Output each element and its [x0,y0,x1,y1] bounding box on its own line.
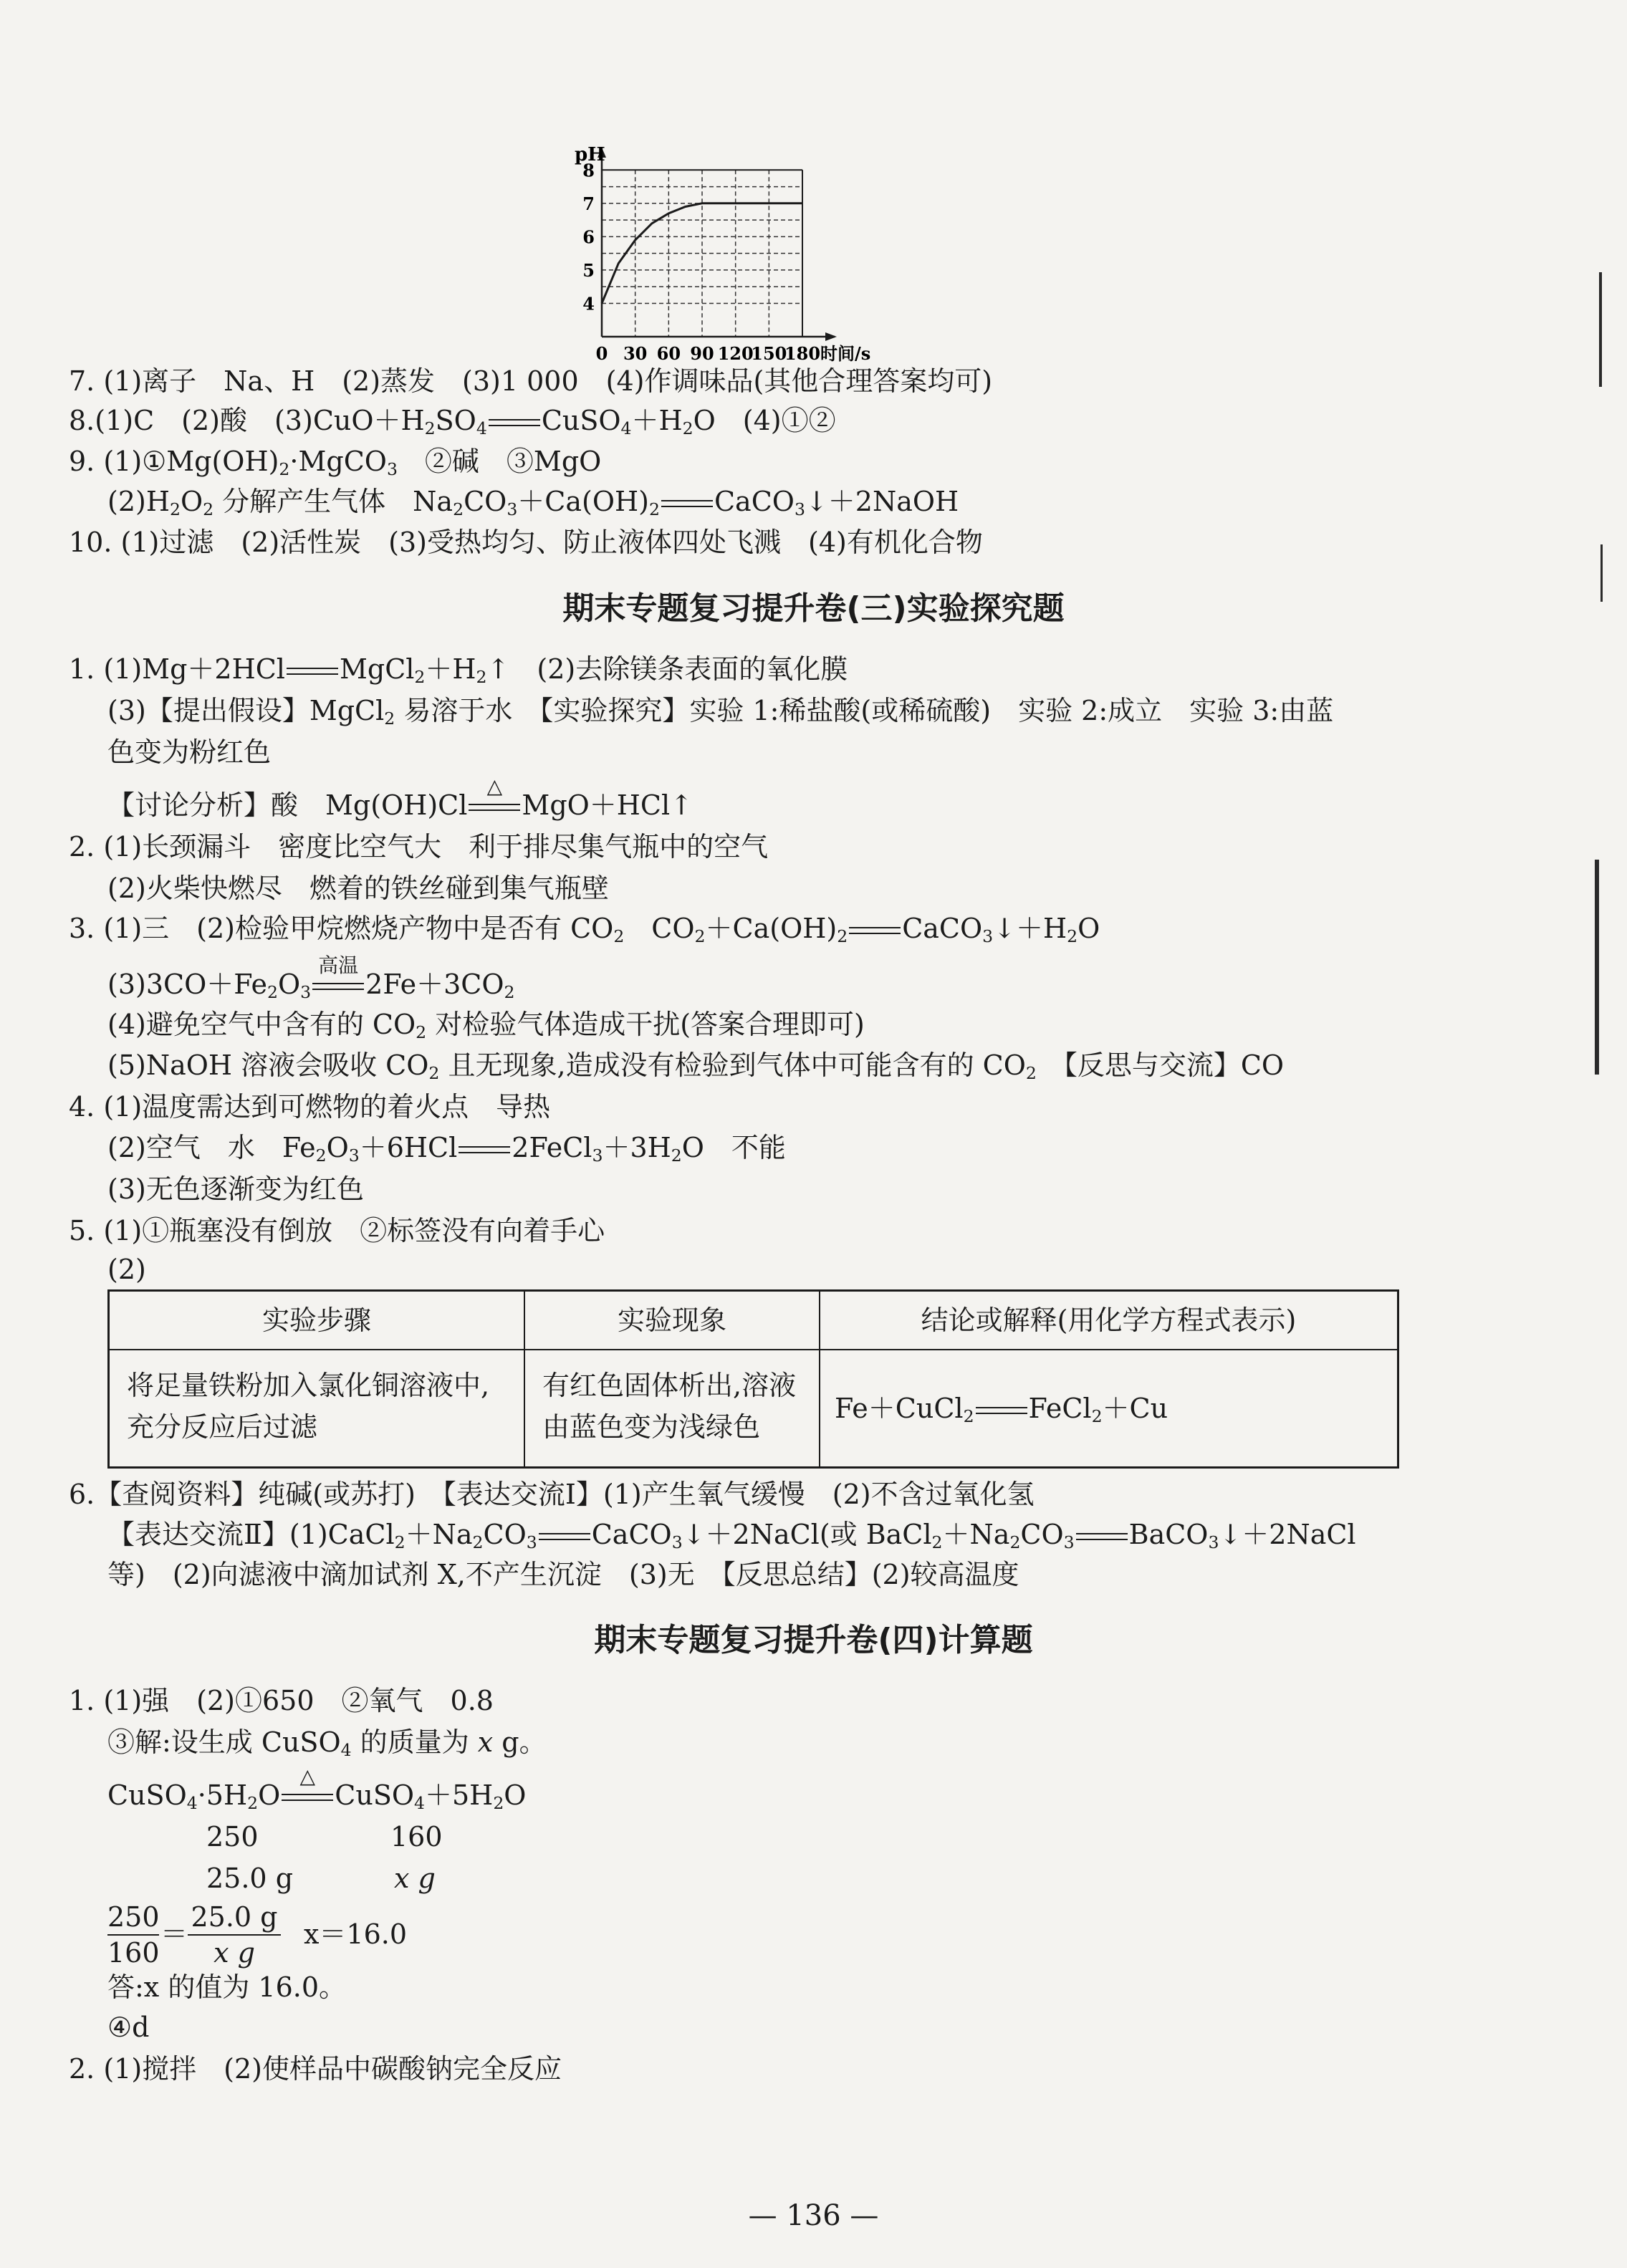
chart-y-axis-label: pH [575,144,605,165]
s3-answer-5-2: (2) [107,1254,146,1285]
chart-y-tick-label: 8 [582,160,595,181]
answer-10: 10. (1)过滤 (2)活性炭 (3)受热均匀、防止液体四处飞溅 (4)有机化合物 [69,527,983,558]
s3-answer-4-2: (2)空气 水 $Fe_2O_3+6HCl$ $2FeCl_3+3H_2O$ 不能 [107,1132,786,1166]
section-4-title: 期末专题复习提升卷(四)计算题 [594,1622,1033,1658]
scan-artifact [1599,272,1602,387]
s3-answer-2: 2. (1)长颈漏斗 密度比空气大 利于排尽集气瓶中的空气 [69,831,769,862]
table-header-phenomenon: 实验现象 [525,1292,820,1349]
answer-9-part-1: 9. $(1)①Mg(OH)_2\cdot MgCO_3$ ②碱 ③MgO [69,446,602,479]
s3-answer-4: 4. (1)温度需达到可燃物的着火点 导热 [69,1091,551,1123]
equals-sign [660,497,714,511]
s3-answer-1-discussion: 【讨论分析】酸 Mg(OH)Cl △ MgO＋HCl↑ [107,774,693,821]
table-header-row [110,1292,1397,1350]
s4-molar-mass-1: 250 [206,1821,259,1853]
s4-mass-1: 25.0 g [206,1863,294,1894]
chart-y-tick-label: 7 [582,193,595,214]
s4-answer-1-4: ④d [107,2012,150,2043]
experiment-table [107,1289,1399,1469]
s3-answer-6-cont: 等) (2)向滤液中滴加试剂 X,不产生沉淀 (3)无 【反思总结】(2)较高温度 [107,1559,1019,1590]
s3-answer-4-3: (3)无色逐渐变为红色 [107,1173,364,1205]
s3-answer-1-3: (3)【提出假设】MgCl$_2$ 易溶于水 【实验探究】实验 1:稀盐酸(或稀硫酸) 实验 2:成立 实验 3:由蓝 [107,695,1334,729]
high-temp-sign: 高温 [311,980,365,994]
table-cell-equation: Fe＋CuCl$_2$ FeCl$_2$＋Cu [835,1393,1168,1426]
s4-equation: $CuSO_4\cdot 5H_2O$ △ $CuSO_4+5H_2O$ [107,1764,527,1813]
s4-answer-2: 2. (1)搅拌 (2)使样品中碳酸钠完全反应 [69,2053,562,2085]
table-cell-step: 将足量铁粉加入氯化铜溶液中,充分反应后过滤 [110,1350,525,1466]
chart-x-tick-label: 90 [690,343,714,364]
table-header-step: 实验步骤 [110,1292,525,1349]
s3-answer-3-4: (4)避免空气中含有的 $CO_2$ 对检验气体造成干扰(答案合理即可) [107,1009,865,1042]
chart-y-tick-label: 4 [582,293,595,314]
chart-y-tick-label: 6 [582,226,595,248]
equals-sign [457,1143,512,1158]
s3-answer-3-5: (5)NaOH 溶液会吸收 $CO_2$ 且无现象,造成没有检验到气体中可能含有的 $CO_2$ 【反思与交流】CO [107,1049,1285,1083]
answer-9-part-2: $(2)H_2O_2$ 分解产生气体 $Na_2CO_3+Ca(OH)_2$ CaCO$_3$↓＋2NaOH [107,486,959,519]
page-number: — 136 — [748,2199,879,2232]
s4-result: x＝16.0 [304,1918,408,1950]
chart-x-axis-label: 时间/s [820,343,871,364]
s3-answer-1-3-cont: 色变为粉红色 [107,736,272,768]
answer-8: 8.(1)C (2)酸 $(3)CuO+H_2SO_4$ $CuSO_4+H_2O$ (4)①② [69,405,836,438]
s3-answer-3: 3. (1)三 (2)检验甲烷燃烧产物中是否有 $CO_2$ $CO_2+Ca(OH)_2$ $CaCO_3↓+H_2O$ [69,913,1100,946]
equals-sign [974,1404,1029,1418]
chart-grid [602,170,802,337]
equals-sign [487,416,542,431]
s3-answer-6: 6.【查阅资料】纯碱(或苏打) 【表达交流Ⅰ】(1)产生氧气缓慢 (2)不含过氧化氢 [69,1479,1035,1510]
chart-x-axis-arrow [825,332,837,341]
section-3-title: 期末专题复习提升卷(三)实验探究题 [562,590,1065,627]
ph-time-chart [559,136,871,373]
table-header-conclusion: 结论或解释(用化学方程式表示) [921,1304,1297,1336]
chart-x-tick-label: 150 [751,343,787,364]
s3-answer-1: 1. (1)Mg＋2HCl $MgCl_2+H_2↑$ (2)去除镁条表面的氧化膜 [69,653,848,687]
chart-x-tick-label: 120 [717,343,754,364]
fraction-equals: ＝ [160,1918,188,1950]
s4-answer-1-solution: ③解:设生成 CuSO$_4$ 的质量为 x g。 [107,1726,547,1760]
s3-answer-3-3: $(3)3CO+Fe_2O_3$ 高温 $2Fe+3CO_2$ [107,953,515,1002]
chart-x-tick-label: 0 [595,343,608,364]
fraction-1: 250 160 [107,1901,160,1969]
heating-sign: △ [467,801,522,815]
table-row [110,1350,1397,1466]
s4-mass-2: x g [394,1863,436,1894]
heating-sign: △ [280,1791,335,1805]
chart-x-tick-label: 180 [784,343,821,364]
equals-sign [537,1530,592,1544]
equals-sign [848,924,902,938]
fraction-2: 25.0 g x g [188,1901,281,1969]
scan-artifact [1600,544,1603,602]
equals-sign [1075,1530,1129,1544]
s3-answer-6-exchange-2: 【表达交流Ⅱ】$(1)CaCl_2+Na_2CO_3$ CaCO$_3$↓＋2NaCl(或 $BaCl_2+Na_2CO_3$ BaCO$_3$↓＋2NaCl [107,1519,1356,1552]
chart-x-tick-label: 30 [623,343,648,364]
chart-x-tick-label: 60 [656,343,681,364]
chart-y-tick-label: 5 [582,259,595,281]
s4-molar-mass-2: 160 [390,1821,443,1853]
scan-artifact [1595,860,1599,1075]
answer-7: 7. (1)离子 Na、H (2)蒸发 (3)1 000 (4)作调味品(其他合理答案均可) [69,365,993,397]
s4-answer-1: 1. (1)强 (2)①650 ②氧气 0.8 [69,1685,494,1716]
s3-answer-2-2: (2)火柴快燃尽 燃着的铁丝碰到集气瓶壁 [107,873,609,904]
equals-sign [285,665,340,679]
s3-answer-5: 5. (1)①瓶塞没有倒放 ②标签没有向着手心 [69,1215,605,1246]
table-cell-phenomenon: 有红色固体析出,溶液由蓝色变为浅绿色 [525,1350,820,1466]
s4-answer-statement: 答:x 的值为 16.0。 [107,1971,347,2003]
